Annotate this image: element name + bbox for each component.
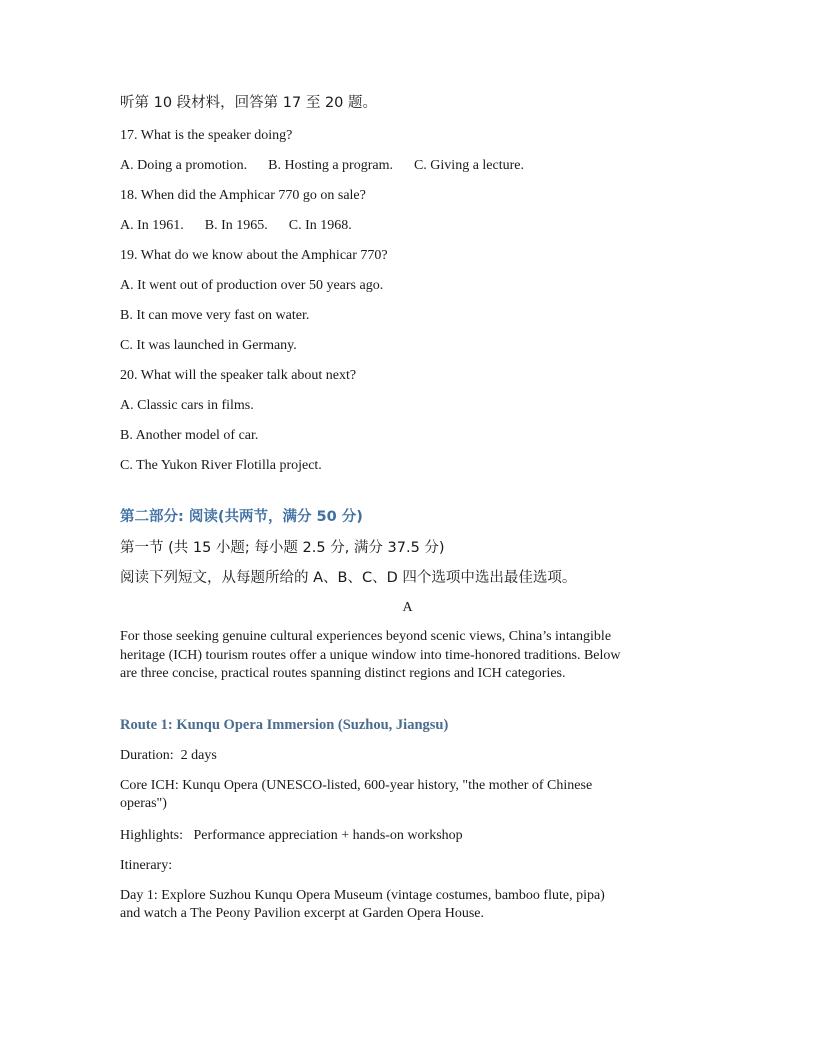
- reading-part-title: 第二部分: 阅读(共两节，满分 50 分): [120, 509, 363, 525]
- listening-intro: 听第 10 段材料，回答第 17 至 20 题。: [120, 95, 378, 111]
- passage-intro-line: heritage (ICH) tourism routes offer a unique window into time-honored traditions. Below: [120, 647, 621, 663]
- route-1-core-ich-line: operas"): [120, 796, 167, 811]
- route-1-core-ich-line: Core ICH: Kunqu Opera (UNESCO-listed, 600-year history, "the mother of Chinese: [120, 777, 593, 793]
- route-1-day-1-line: and watch a The Peony Pavilion excerpt at Garden Opera House.: [120, 906, 485, 921]
- question-19: 19. What do we know about the Amphicar 770?: [120, 248, 388, 263]
- question-19-option-a: A. It went out of production over 50 years ago.: [120, 278, 384, 293]
- question-19-option-c: C. It was launched in Germany.: [120, 338, 297, 353]
- passage-label: A: [402, 600, 413, 615]
- question-19-option-b: B. It can move very fast on water.: [120, 308, 310, 323]
- document-content: [120, 94, 695, 924]
- passage-intro: [120, 628, 695, 684]
- question-20-option-b: B. Another model of car.: [120, 428, 259, 443]
- question-20-option-c: C. The Yukon River Flotilla project.: [120, 458, 322, 473]
- passage-intro-line: are three concise, practical routes spanning distinct regions and ICH categories.: [120, 666, 566, 681]
- route-1-highlights: Highlights: Performance appreciation + hands-on workshop: [120, 827, 463, 843]
- question-18-options: A. In 1961. B. In 1965. C. In 1968.: [120, 218, 352, 233]
- route-1-core-ich: [120, 777, 695, 814]
- route-1-duration: Duration: 2 days: [120, 747, 217, 763]
- question-17: 17. What is the speaker doing?: [120, 128, 293, 143]
- question-20: 20. What will the speaker talk about next?: [120, 368, 357, 383]
- route-1-day-1-line: Day 1: Explore Suzhou Kunqu Opera Museum (vintage costumes, bamboo flute, pipa): [120, 887, 605, 903]
- route-1-day-1: [120, 887, 695, 924]
- question-18: 18. When did the Amphicar 770 go on sale?: [120, 188, 366, 203]
- reading-instruction: 阅读下列短文，从每题所给的 A、B、C、D 四个选项中选出最佳选项。: [120, 570, 577, 586]
- route-1-itinerary-label: Itinerary:: [120, 857, 173, 873]
- passage-intro-line: For those seeking genuine cultural experiences beyond scenic views, China’s intangible: [120, 629, 612, 644]
- reading-section-title: 第一节 (共 15 小题; 每小题 2.5 分, 满分 37.5 分): [120, 540, 445, 556]
- question-20-option-a: A. Classic cars in films.: [120, 398, 254, 413]
- question-17-options: A. Doing a promotion. B. Hosting a program. C. Giving a lecture.: [120, 158, 524, 173]
- route-1-title: Route 1: Kunqu Opera Immersion (Suzhou, Jiangsu): [120, 716, 449, 733]
